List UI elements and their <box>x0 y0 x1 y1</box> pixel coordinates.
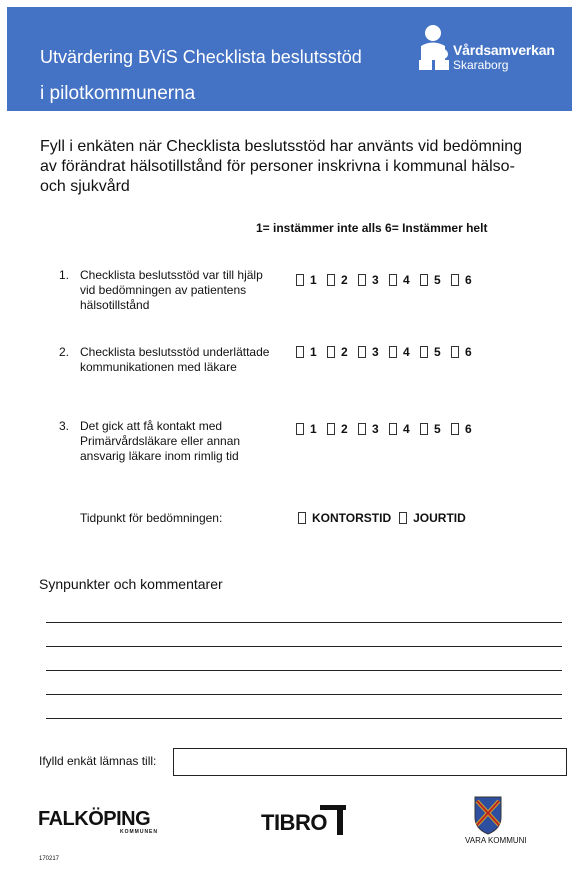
rating-option[interactable]: 3 <box>358 273 389 287</box>
rating-option[interactable]: 6 <box>451 345 482 359</box>
checkbox[interactable] <box>399 512 407 524</box>
rating-group-1 <box>296 273 482 287</box>
checkbox[interactable] <box>296 346 304 358</box>
time-option-kontorstid[interactable]: KONTORSTID <box>298 511 391 525</box>
falkoping-logo: FALKÖPING <box>38 808 151 830</box>
rating-option[interactable]: 6 <box>451 273 482 287</box>
header-banner <box>7 7 572 111</box>
rating-option[interactable]: 5 <box>420 345 451 359</box>
vardsamverkan-logo <box>419 24 569 79</box>
checkbox[interactable] <box>327 423 335 435</box>
checkbox[interactable] <box>358 423 366 435</box>
checkbox[interactable] <box>389 423 397 435</box>
comment-line[interactable] <box>46 694 562 695</box>
rating-option[interactable]: 4 <box>389 345 420 359</box>
checkbox[interactable] <box>327 346 335 358</box>
comment-line[interactable] <box>46 622 562 623</box>
rating-option[interactable]: 1 <box>296 345 327 359</box>
page-title: Utvärdering BViS Checklista beslutsstöd <box>40 47 362 67</box>
question-number: 2. <box>59 345 70 359</box>
checkbox[interactable] <box>420 423 428 435</box>
rating-option[interactable]: 5 <box>420 273 451 287</box>
rating-option[interactable]: 3 <box>358 422 389 436</box>
time-label: Tidpunkt för bedömningen: <box>80 511 223 525</box>
question-text: Checklista beslutsstöd var till hjälp vid bedömningen av patientens hälsotillstånd <box>80 268 263 312</box>
checkbox[interactable] <box>451 423 459 435</box>
people-icon <box>419 24 453 74</box>
logo-title: Vårdsamverkan <box>453 42 555 58</box>
comment-line[interactable] <box>46 646 562 647</box>
scale-legend: 1= instämmer inte alls 6= Instämmer helt <box>256 221 488 235</box>
time-option-jourtid[interactable]: JOURTID <box>399 511 466 525</box>
submit-label: Ifylld enkät lämnas till: <box>39 754 157 768</box>
checkbox[interactable] <box>358 346 366 358</box>
rating-option[interactable]: 4 <box>389 273 420 287</box>
vara-shield-icon <box>473 795 503 835</box>
intro-text: Fyll i enkäten när Checklista beslutsstöd har använts vid bedömning av förändrat hälsotillstånd för personer inskrivna i kommunal hälso- och sjukvård <box>40 138 523 195</box>
checkbox[interactable] <box>327 274 335 286</box>
submit-to-field[interactable] <box>173 748 567 776</box>
rating-group-3 <box>296 422 482 436</box>
logo-subtitle: Skaraborg <box>453 58 509 72</box>
checkbox[interactable] <box>420 346 428 358</box>
rating-option[interactable]: 6 <box>451 422 482 436</box>
checkbox[interactable] <box>296 423 304 435</box>
checkbox[interactable] <box>298 512 306 524</box>
checkbox[interactable] <box>389 274 397 286</box>
rating-option[interactable]: 5 <box>420 422 451 436</box>
comment-line[interactable] <box>46 670 562 671</box>
rating-option[interactable]: 3 <box>358 345 389 359</box>
tibro-logo: TIBRO <box>261 810 327 835</box>
comment-line[interactable] <box>46 718 562 719</box>
rating-option[interactable]: 2 <box>327 345 358 359</box>
question-number: 1. <box>59 268 70 282</box>
rating-option[interactable]: 1 <box>296 422 327 436</box>
time-options <box>298 511 466 525</box>
rating-group-2 <box>296 345 482 359</box>
question-text: Checklista beslutsstöd underlättade kommunikationen med läkare <box>80 345 270 374</box>
page-title-line2: i pilotkommunerna <box>40 83 196 104</box>
document-code: 170217 <box>39 856 60 862</box>
tibro-logo-mark-stem <box>337 805 343 835</box>
question-text: Det gick att få kontakt med Primärvårdsläkare eller annan ansvarig läkare inom rimlig tid <box>80 419 241 463</box>
falkoping-logo-sub: KOMMUNEN <box>120 829 158 835</box>
comments-label: Synpunkter och kommentarer <box>39 576 223 592</box>
vara-kommun-logo: VARA KOMMUNI <box>465 836 527 845</box>
rating-option[interactable]: 2 <box>327 422 358 436</box>
rating-option[interactable]: 4 <box>389 422 420 436</box>
checkbox[interactable] <box>358 274 366 286</box>
checkbox[interactable] <box>296 274 304 286</box>
checkbox[interactable] <box>451 346 459 358</box>
checkbox[interactable] <box>420 274 428 286</box>
checkbox[interactable] <box>389 346 397 358</box>
question-number: 3. <box>59 419 70 433</box>
checkbox[interactable] <box>451 274 459 286</box>
rating-option[interactable]: 2 <box>327 273 358 287</box>
rating-option[interactable]: 1 <box>296 273 327 287</box>
